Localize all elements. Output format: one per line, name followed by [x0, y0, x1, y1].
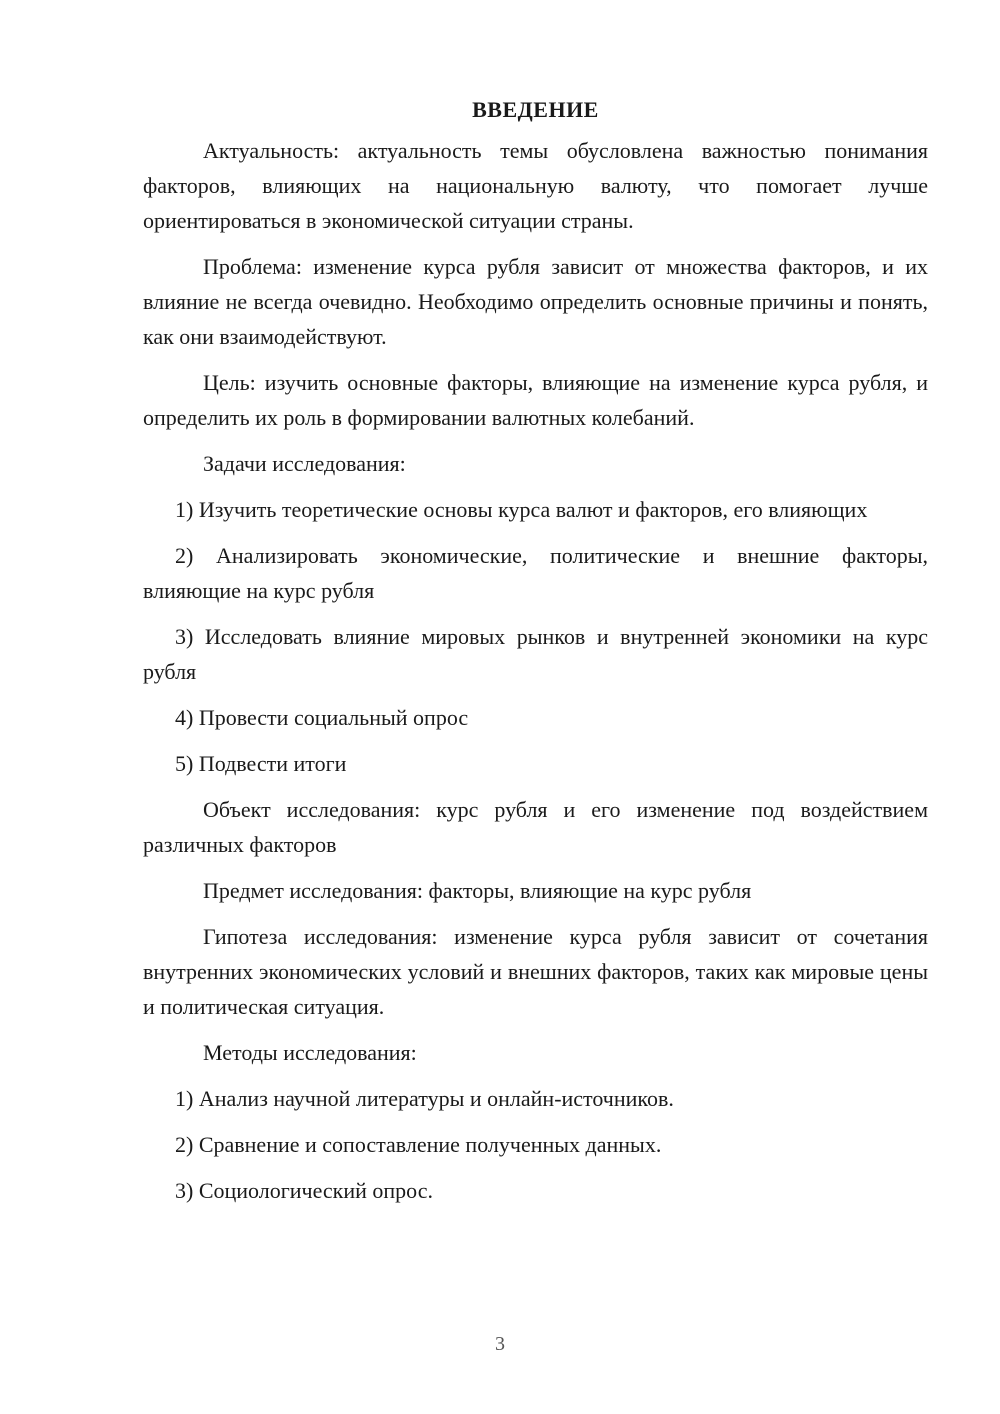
- goal-paragraph: Цель: изучить основные факторы, влияющие на изменение курса рубля, и определить их роль в формировании валютных колебаний.: [143, 370, 928, 430]
- task-item-1: 1) Изучить теоретические основы курса валют и факторов, его влияющих: [175, 497, 868, 522]
- subject-paragraph: Предмет исследования: факторы, влияющие на курс рубля: [203, 878, 752, 903]
- page-number: 3: [495, 1333, 505, 1355]
- method-item-3: 3) Социологический опрос.: [175, 1178, 433, 1203]
- problem-paragraph: Проблема: изменение курса рубля зависит от множества факторов, и их влияние не всегда очевидно. Необходимо определить основные причины и понять, как они взаимодействуют.: [143, 254, 928, 349]
- task-item-4: 4) Провести социальный опрос: [175, 705, 469, 730]
- hypothesis-paragraph: Гипотеза исследования: изменение курса рубля зависит от сочетания внутренних экономических условий и внешних факторов, таких как мировые цены и политическая ситуация.: [143, 924, 928, 1019]
- task-item-5: 5) Подвести итоги: [175, 751, 347, 776]
- methods-heading: Методы исследования:: [203, 1040, 417, 1065]
- object-paragraph: Объект исследования: курс рубля и его изменение под воздействием различных факторов: [143, 797, 928, 857]
- tasks-heading: Задачи исследования:: [203, 451, 406, 476]
- task-item-3: 3) Исследовать влияние мировых рынков и внутренней экономики на курс рубля: [143, 624, 928, 684]
- section-title: ВВЕДЕНИЕ: [472, 97, 599, 122]
- document-page: [143, 93, 928, 1219]
- method-item-2: 2) Сравнение и сопоставление полученных данных.: [175, 1132, 662, 1157]
- task-item-2: 2) Анализировать экономические, политические и внешние факторы, влияющие на курс рубля: [143, 543, 928, 603]
- method-item-1: 1) Анализ научной литературы и онлайн-источников.: [175, 1086, 674, 1111]
- relevance-paragraph: Актуальность: актуальность темы обусловлена важностью понимания факторов, влияющих на национальную валюту, что помогает лучше ориентироваться в экономической ситуации страны.: [143, 138, 928, 233]
